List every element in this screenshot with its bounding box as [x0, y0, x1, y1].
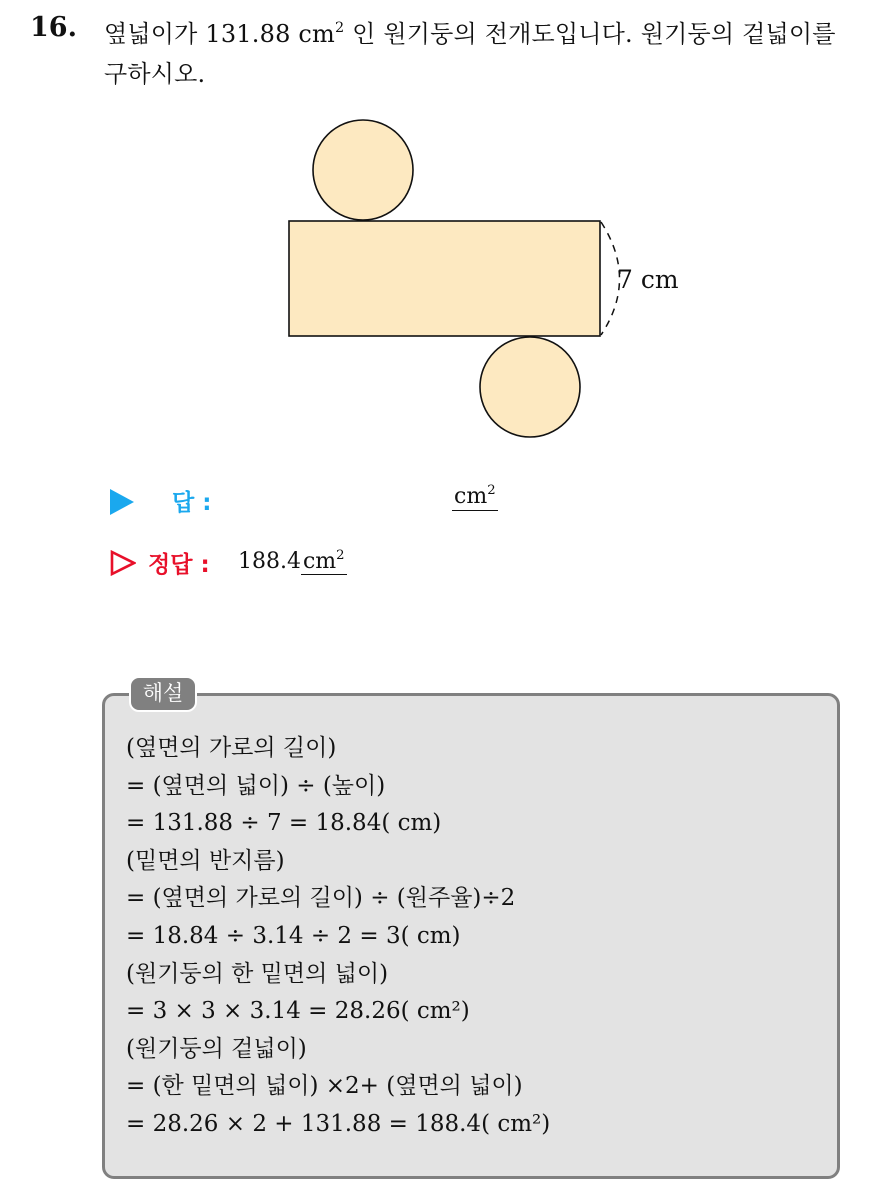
- question-line-1-sup: 2: [334, 19, 345, 36]
- correct-answer-number: 188.4: [238, 549, 301, 574]
- outline-triangle-icon: [110, 550, 136, 576]
- correct-answer-unit-sup: 2: [336, 547, 345, 563]
- solution-line: (원기둥의 한 밑면의 넓이): [126, 960, 389, 987]
- play-triangle-icon: [110, 489, 134, 515]
- solution-line: = 131.88 ÷ 7 = 18.84( cm): [126, 810, 442, 837]
- solution-line: (밑면의 반지름): [126, 847, 285, 874]
- solution-line: = (한 밑면의 넓이) ×2+ (옆면의 넓이): [126, 1073, 523, 1100]
- bottom-base-circle: [480, 337, 580, 437]
- solution-lines: [126, 730, 550, 1144]
- answer-unit-sup: 2: [487, 482, 496, 498]
- solution-line: = 18.84 ÷ 3.14 ÷ 2 = 3( cm): [126, 922, 461, 949]
- correct-answer-value: [238, 549, 347, 574]
- solution-tab: 해설: [129, 676, 197, 712]
- correct-answer-label: 정답 :: [148, 552, 210, 578]
- correct-answer-unit-text: cm: [302, 549, 337, 574]
- top-base-circle: [313, 120, 413, 220]
- question-line-1-start: 옆넓이가 131.88 cm: [104, 20, 335, 48]
- correct-answer-unit: [301, 549, 347, 575]
- solution-line: (원기둥의 겉넓이): [126, 1035, 307, 1062]
- question-line-2: 구하시오.: [104, 60, 206, 88]
- solution-line: = 3 × 3 × 3.14 = 28.26( cm²): [126, 998, 470, 1025]
- height-dimension-label: 7 cm: [617, 265, 679, 294]
- solution-line: = 28.26 × 2 + 131.88 = 188.4( cm²): [126, 1110, 551, 1137]
- answer-label: 답 :: [172, 490, 212, 516]
- solution-line: = (옆면의 가로의 길이) ÷ (원주율)÷2: [126, 885, 516, 912]
- solution-line: (옆면의 가로의 길이): [126, 735, 337, 761]
- question-line-1-end: 인 원기둥의 전개도입니다. 원기둥의 겉넓이를: [344, 20, 836, 48]
- answer-unit-text: cm: [454, 484, 488, 509]
- cylinder-net-figure: [0, 0, 884, 470]
- solution-line: = (옆면의 넓이) ÷ (높이): [126, 772, 386, 799]
- answer-unit[interactable]: [452, 484, 498, 511]
- lateral-face-rect: [289, 221, 600, 336]
- question-number: 16.: [30, 12, 77, 43]
